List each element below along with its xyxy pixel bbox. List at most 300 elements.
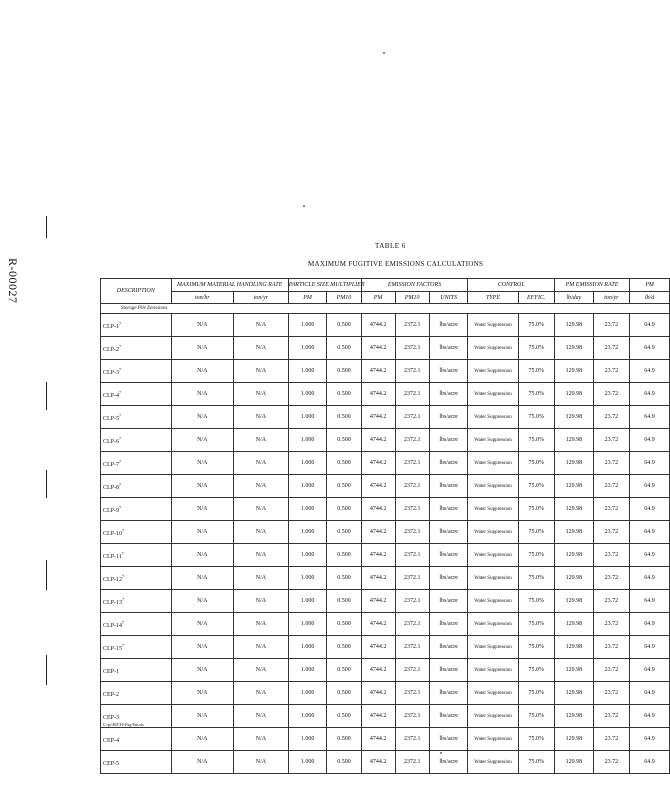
cell-ef-pm: 4744.2	[361, 521, 395, 544]
cell-handling-hr: N/A	[171, 337, 234, 360]
cell-pm10-lbday: 64.9	[630, 751, 670, 774]
cell-ctrl-type: Water Suppression	[468, 659, 518, 682]
cell-units: lbs/acre	[429, 544, 468, 567]
emissions-table	[100, 278, 670, 774]
table-row	[101, 406, 670, 429]
cell-psm-pm10: 0.500	[327, 705, 361, 728]
cell-handling-hr: N/A	[171, 567, 234, 590]
cell-psm-pm10: 0.500	[327, 728, 361, 751]
cell-pm-tonyr: 23.72	[593, 613, 629, 636]
cell-ef-pm: 4744.2	[361, 682, 395, 705]
subheader-cell: lb/d	[630, 292, 670, 304]
cell-ef-pm10: 2372.1	[395, 383, 429, 406]
cell-pm-lbday: 129.98	[554, 406, 593, 429]
cell-psm-pm: 1.000	[288, 452, 327, 475]
cell-effic: 75.0%	[518, 406, 554, 429]
cell-effic: 75.0%	[518, 360, 554, 383]
cell-ctrl-type: Water Suppression	[468, 613, 518, 636]
cell-pm10-lbday: 64.9	[630, 452, 670, 475]
cell-ef-pm10: 2372.1	[395, 544, 429, 567]
cell-units: lbs/acre	[429, 590, 468, 613]
row-description	[101, 452, 172, 475]
row-description-text: CLP-8	[103, 484, 120, 491]
cell-pm10-lbday: 64.9	[630, 705, 670, 728]
cell-pm-tonyr: 23.72	[593, 636, 629, 659]
cell-psm-pm10: 0.500	[327, 360, 361, 383]
cell-handling-yr: N/A	[234, 705, 289, 728]
cell-units: lbs/acre	[429, 429, 468, 452]
cell-pm-lbday: 129.98	[554, 705, 593, 728]
footnote-marker: 7	[122, 596, 125, 602]
row-description	[101, 314, 172, 337]
cell-handling-hr: N/A	[171, 705, 234, 728]
particle-size-header: PARTICLE SIZE MULTIPLIER	[288, 279, 361, 292]
cell-psm-pm: 1.000	[288, 613, 327, 636]
table-row	[101, 728, 670, 751]
footnote-marker: 7	[122, 642, 125, 648]
row-description-text: CLP-2	[103, 346, 120, 353]
cell-handling-yr: N/A	[234, 659, 289, 682]
cell-pm10-lbday: 64.9	[630, 613, 670, 636]
cell-psm-pm10: 0.500	[327, 613, 361, 636]
cell-pm-lbday: 129.98	[554, 475, 593, 498]
cell-ef-pm: 4744.2	[361, 429, 395, 452]
cell-effic: 75.0%	[518, 751, 554, 774]
margin-mark	[46, 382, 47, 410]
row-description-text: CLP-11	[103, 553, 122, 560]
cell-handling-hr: N/A	[171, 728, 234, 751]
cell-units: lbs/acre	[429, 636, 468, 659]
table-row	[101, 659, 670, 682]
cell-pm10-lbday: 64.9	[630, 659, 670, 682]
footnote-marker: 7	[122, 619, 125, 625]
cell-psm-pm10: 0.500	[327, 751, 361, 774]
cell-psm-pm10: 0.500	[327, 659, 361, 682]
cell-pm10-lbday: 64.9	[630, 498, 670, 521]
cell-handling-yr: N/A	[234, 751, 289, 774]
subheader-cell: PM	[361, 292, 395, 304]
cell-psm-pm: 1.000	[288, 751, 327, 774]
cell-pm-lbday: 129.98	[554, 429, 593, 452]
cell-pm10-lbday: 64.9	[630, 521, 670, 544]
row-description-text: CLP-12	[103, 576, 123, 583]
cell-ef-pm10: 2372.1	[395, 314, 429, 337]
cell-handling-yr: N/A	[234, 544, 289, 567]
table-title: TABLE 6	[375, 242, 406, 250]
cell-handling-hr: N/A	[171, 521, 234, 544]
cell-effic: 75.0%	[518, 452, 554, 475]
cell-handling-yr: N/A	[234, 636, 289, 659]
row-description	[101, 337, 172, 360]
cell-psm-pm: 1.000	[288, 475, 327, 498]
footnote-marker: 7	[119, 458, 122, 464]
cell-units: lbs/acre	[429, 337, 468, 360]
cell-effic: 75.0%	[518, 475, 554, 498]
cell-effic: 75.0%	[518, 728, 554, 751]
cell-pm-lbday: 129.98	[554, 383, 593, 406]
control-header: CONTROL	[468, 279, 554, 292]
row-description	[101, 636, 172, 659]
cell-psm-pm10: 0.500	[327, 521, 361, 544]
cell-psm-pm10: 0.500	[327, 498, 361, 521]
table-row	[101, 314, 670, 337]
cell-pm10-lbday: 64.9	[630, 360, 670, 383]
margin-mark	[46, 216, 47, 238]
table-row	[101, 751, 670, 774]
cell-ctrl-type: Water Suppression	[468, 498, 518, 521]
document-id-label: R-00027	[6, 258, 20, 304]
cell-ctrl-type: Water Suppression	[468, 314, 518, 337]
cell-handling-hr: N/A	[171, 406, 234, 429]
cell-ef-pm: 4744.2	[361, 728, 395, 751]
table-row	[101, 613, 670, 636]
cell-units: lbs/acre	[429, 705, 468, 728]
cell-effic: 75.0%	[518, 567, 554, 590]
footnote-marker: 7	[119, 389, 122, 395]
cell-pm10-lbday: 64.9	[630, 636, 670, 659]
cell-ctrl-type: Water Suppression	[468, 383, 518, 406]
row-description-text: CLP-10	[103, 530, 123, 537]
cell-handling-yr: N/A	[234, 406, 289, 429]
cell-units: lbs/acre	[429, 383, 468, 406]
cell-pm-lbday: 129.98	[554, 544, 593, 567]
cell-ef-pm10: 2372.1	[395, 429, 429, 452]
cell-handling-hr: N/A	[171, 360, 234, 383]
row-description	[101, 590, 172, 613]
cell-handling-hr: N/A	[171, 498, 234, 521]
cell-effic: 75.0%	[518, 498, 554, 521]
cell-psm-pm10: 0.500	[327, 682, 361, 705]
cell-ef-pm: 4744.2	[361, 590, 395, 613]
cell-psm-pm: 1.000	[288, 590, 327, 613]
footnote-marker: 7	[122, 573, 125, 579]
cell-pm-lbday: 129.98	[554, 360, 593, 383]
cell-pm-tonyr: 23.72	[593, 314, 629, 337]
row-description-text: CLP-9	[103, 507, 120, 514]
cell-pm-lbday: 129.98	[554, 751, 593, 774]
cell-effic: 75.0%	[518, 659, 554, 682]
subheader-cell: ton/yr	[593, 292, 629, 304]
cell-pm10-lbday: 64.9	[630, 406, 670, 429]
cell-pm10-lbday: 64.9	[630, 337, 670, 360]
cell-ctrl-type: Water Suppression	[468, 429, 518, 452]
cell-handling-yr: N/A	[234, 337, 289, 360]
cell-ef-pm: 4744.2	[361, 705, 395, 728]
cell-pm-lbday: 129.98	[554, 659, 593, 682]
cell-psm-pm: 1.000	[288, 429, 327, 452]
cell-pm-tonyr: 23.72	[593, 452, 629, 475]
cell-psm-pm10: 0.500	[327, 452, 361, 475]
cell-ef-pm10: 2372.1	[395, 406, 429, 429]
footnote-marker: 7	[121, 550, 124, 556]
cell-pm10-lbday: 64.9	[630, 475, 670, 498]
subheader-cell: ton/yr	[234, 292, 289, 304]
cell-ctrl-type: Water Suppression	[468, 406, 518, 429]
footnote-marker: 7	[119, 481, 122, 487]
table-row	[101, 521, 670, 544]
row-description-text: CEP-2	[103, 691, 120, 698]
table-row	[101, 429, 670, 452]
pm-emission-rate-header: PM EMISSION RATE	[554, 279, 629, 292]
cell-handling-yr: N/A	[234, 498, 289, 521]
table-row	[101, 544, 670, 567]
cell-ctrl-type: Water Suppression	[468, 521, 518, 544]
cell-pm-tonyr: 23.72	[593, 475, 629, 498]
cell-ctrl-type: Water Suppression	[468, 567, 518, 590]
cell-ctrl-type: Water Suppression	[468, 590, 518, 613]
cell-units: lbs/acre	[429, 613, 468, 636]
cell-pm-tonyr: 23.72	[593, 521, 629, 544]
subheader-cell: PM10	[327, 292, 361, 304]
table-row	[101, 452, 670, 475]
cell-ef-pm: 4744.2	[361, 567, 395, 590]
cell-ctrl-type: Water Suppression	[468, 544, 518, 567]
cell-ef-pm: 4744.2	[361, 452, 395, 475]
subheader-cell: TYPE	[468, 292, 518, 304]
table-row	[101, 498, 670, 521]
cell-ef-pm: 4744.2	[361, 314, 395, 337]
cell-pm-lbday: 129.98	[554, 613, 593, 636]
cell-effic: 75.0%	[518, 521, 554, 544]
cell-ctrl-type: Water Suppression	[468, 452, 518, 475]
row-description	[101, 682, 172, 705]
row-description	[101, 498, 172, 521]
cell-ef-pm10: 2372.1	[395, 521, 429, 544]
cell-psm-pm: 1.000	[288, 544, 327, 567]
cell-ctrl-type: Water Suppression	[468, 751, 518, 774]
cell-ef-pm10: 2372.1	[395, 705, 429, 728]
footnote-marker: 7	[119, 435, 122, 441]
cell-handling-yr: N/A	[234, 728, 289, 751]
cell-psm-pm10: 0.500	[327, 590, 361, 613]
cell-units: lbs/acre	[429, 360, 468, 383]
material-rate-header: MAXIMUM MATERIAL HANDLING RATE	[171, 279, 288, 292]
cell-psm-pm: 1.000	[288, 314, 327, 337]
row-description-text: CLP-13	[103, 599, 123, 606]
row-description	[101, 728, 172, 751]
table-row	[101, 682, 670, 705]
cell-units: lbs/acre	[429, 682, 468, 705]
cell-ef-pm: 4744.2	[361, 498, 395, 521]
footnote-marker: 7	[122, 527, 125, 533]
cell-effic: 75.0%	[518, 705, 554, 728]
cell-units: lbs/acre	[429, 567, 468, 590]
cell-handling-hr: N/A	[171, 383, 234, 406]
cell-ctrl-type: Water Suppression	[468, 728, 518, 751]
cell-pm10-lbday: 64.9	[630, 590, 670, 613]
cell-handling-yr: N/A	[234, 429, 289, 452]
row-description	[101, 521, 172, 544]
cell-ef-pm10: 2372.1	[395, 452, 429, 475]
subheader-cell: PM	[288, 292, 327, 304]
row-description-text: CEP-1	[103, 668, 120, 675]
cell-handling-hr: N/A	[171, 452, 234, 475]
cell-handling-yr: N/A	[234, 383, 289, 406]
cell-ef-pm10: 2372.1	[395, 337, 429, 360]
cell-pm10-lbday: 64.9	[630, 544, 670, 567]
cell-pm-lbday: 129.98	[554, 337, 593, 360]
row-description-text: CLP-1	[103, 323, 120, 330]
cell-ctrl-type: Water Suppression	[468, 475, 518, 498]
cell-pm-lbday: 129.98	[554, 521, 593, 544]
cell-psm-pm: 1.000	[288, 337, 327, 360]
cell-handling-hr: N/A	[171, 429, 234, 452]
row-description	[101, 475, 172, 498]
cell-ef-pm10: 2372.1	[395, 498, 429, 521]
cell-effic: 75.0%	[518, 383, 554, 406]
row-description	[101, 659, 172, 682]
cell-ctrl-type: Water Suppression	[468, 337, 518, 360]
cell-handling-yr: N/A	[234, 475, 289, 498]
cell-psm-pm: 1.000	[288, 705, 327, 728]
cell-pm-lbday: 129.98	[554, 567, 593, 590]
cell-units: lbs/acre	[429, 452, 468, 475]
row-description	[101, 544, 172, 567]
table-row	[101, 705, 670, 728]
footnote-marker: 7	[119, 320, 122, 326]
row-description-text: CEP-5	[103, 760, 120, 767]
section-label: Storage Pile Emissions	[101, 304, 670, 314]
cell-psm-pm: 1.000	[288, 406, 327, 429]
cell-pm-lbday: 129.98	[554, 636, 593, 659]
row-description-text: CLP-14	[103, 622, 123, 629]
cell-handling-hr: N/A	[171, 475, 234, 498]
cell-psm-pm: 1.000	[288, 360, 327, 383]
footnote-marker: 7	[119, 366, 122, 372]
cell-psm-pm: 1.000	[288, 383, 327, 406]
cell-units: lbs/acre	[429, 475, 468, 498]
row-description-text: CLP-15	[103, 645, 123, 652]
cell-pm-tonyr: 23.72	[593, 337, 629, 360]
row-description	[101, 567, 172, 590]
cell-handling-yr: N/A	[234, 567, 289, 590]
cell-pm-tonyr: 23.72	[593, 498, 629, 521]
cell-units: lbs/acre	[429, 498, 468, 521]
row-description-text: CLP-5	[103, 415, 120, 422]
cell-psm-pm10: 0.500	[327, 544, 361, 567]
cell-ef-pm10: 2372.1	[395, 590, 429, 613]
cell-psm-pm10: 0.500	[327, 314, 361, 337]
subheader-cell: lb/day	[554, 292, 593, 304]
cell-pm-tonyr: 23.72	[593, 751, 629, 774]
cell-pm-tonyr: 23.72	[593, 682, 629, 705]
cell-psm-pm10: 0.500	[327, 636, 361, 659]
row-description	[101, 613, 172, 636]
cell-handling-yr: N/A	[234, 360, 289, 383]
cell-ef-pm: 4744.2	[361, 659, 395, 682]
cell-pm-tonyr: 23.72	[593, 406, 629, 429]
file-path-note: C:\pc\ED\T6-Fug-Em.xls	[103, 722, 144, 727]
row-description-text: CLP-3	[103, 369, 120, 376]
row-description-text: CLP-4	[103, 392, 120, 399]
cell-handling-hr: N/A	[171, 590, 234, 613]
emission-factors-header: EMISSION FACTORS	[361, 279, 468, 292]
cell-units: lbs/acre	[429, 751, 468, 774]
cell-ef-pm: 4744.2	[361, 475, 395, 498]
cell-pm-tonyr: 23.72	[593, 360, 629, 383]
row-description	[101, 406, 172, 429]
cell-ef-pm: 4744.2	[361, 360, 395, 383]
margin-mark	[46, 560, 47, 590]
cell-ctrl-type: Water Suppression	[468, 360, 518, 383]
table-row	[101, 590, 670, 613]
subheader-cell: PM10	[395, 292, 429, 304]
cell-handling-hr: N/A	[171, 314, 234, 337]
cell-pm10-lbday: 64.9	[630, 567, 670, 590]
cell-units: lbs/acre	[429, 728, 468, 751]
cell-ef-pm10: 2372.1	[395, 751, 429, 774]
cell-ef-pm: 4744.2	[361, 337, 395, 360]
cell-ef-pm: 4744.2	[361, 544, 395, 567]
table-row	[101, 383, 670, 406]
cell-pm10-lbday: 64.9	[630, 728, 670, 751]
cell-ctrl-type: Water Suppression	[468, 682, 518, 705]
cell-handling-yr: N/A	[234, 452, 289, 475]
cell-units: lbs/acre	[429, 406, 468, 429]
table-row	[101, 636, 670, 659]
cell-psm-pm: 1.000	[288, 682, 327, 705]
cell-pm-tonyr: 23.72	[593, 728, 629, 751]
cell-ef-pm10: 2372.1	[395, 728, 429, 751]
cell-ef-pm: 4744.2	[361, 751, 395, 774]
cell-pm-lbday: 129.98	[554, 682, 593, 705]
cell-ef-pm: 4744.2	[361, 383, 395, 406]
cell-psm-pm10: 0.500	[327, 406, 361, 429]
cell-pm-tonyr: 23.72	[593, 383, 629, 406]
cell-effic: 75.0%	[518, 636, 554, 659]
row-description-text: CEP-4	[103, 737, 120, 744]
table-row	[101, 475, 670, 498]
table-body	[101, 314, 670, 774]
cell-handling-hr: N/A	[171, 636, 234, 659]
cell-psm-pm10: 0.500	[327, 337, 361, 360]
cell-effic: 75.0%	[518, 429, 554, 452]
cell-ef-pm: 4744.2	[361, 406, 395, 429]
cell-ef-pm10: 2372.1	[395, 636, 429, 659]
cell-handling-hr: N/A	[171, 682, 234, 705]
margin-mark	[46, 655, 47, 685]
cell-pm10-lbday: 64.9	[630, 314, 670, 337]
pm10-rate-header: PM	[630, 279, 670, 292]
cell-units: lbs/acre	[429, 659, 468, 682]
cell-psm-pm: 1.000	[288, 659, 327, 682]
footnote-marker: 7	[119, 412, 122, 418]
cell-effic: 75.0%	[518, 590, 554, 613]
subheader-cell: ton/hr	[171, 292, 234, 304]
cell-psm-pm10: 0.500	[327, 567, 361, 590]
cell-handling-hr: N/A	[171, 751, 234, 774]
cell-pm-tonyr: 23.72	[593, 705, 629, 728]
cell-psm-pm: 1.000	[288, 636, 327, 659]
cell-psm-pm10: 0.500	[327, 429, 361, 452]
margin-mark	[46, 470, 47, 498]
table-subtitle: MAXIMUM FUGITIVE EMISSIONS CALCULATIONS	[308, 260, 484, 268]
cell-handling-yr: N/A	[234, 682, 289, 705]
cell-ef-pm10: 2372.1	[395, 682, 429, 705]
cell-ctrl-type: Water Suppression	[468, 636, 518, 659]
cell-pm-tonyr: 23.72	[593, 590, 629, 613]
row-description	[101, 751, 172, 774]
cell-psm-pm: 1.000	[288, 498, 327, 521]
table-row	[101, 360, 670, 383]
section-row	[101, 304, 670, 314]
cell-units: lbs/acre	[429, 314, 468, 337]
cell-ef-pm10: 2372.1	[395, 613, 429, 636]
cell-handling-yr: N/A	[234, 590, 289, 613]
table-row	[101, 567, 670, 590]
cell-ef-pm: 4744.2	[361, 613, 395, 636]
cell-units: lbs/acre	[429, 521, 468, 544]
